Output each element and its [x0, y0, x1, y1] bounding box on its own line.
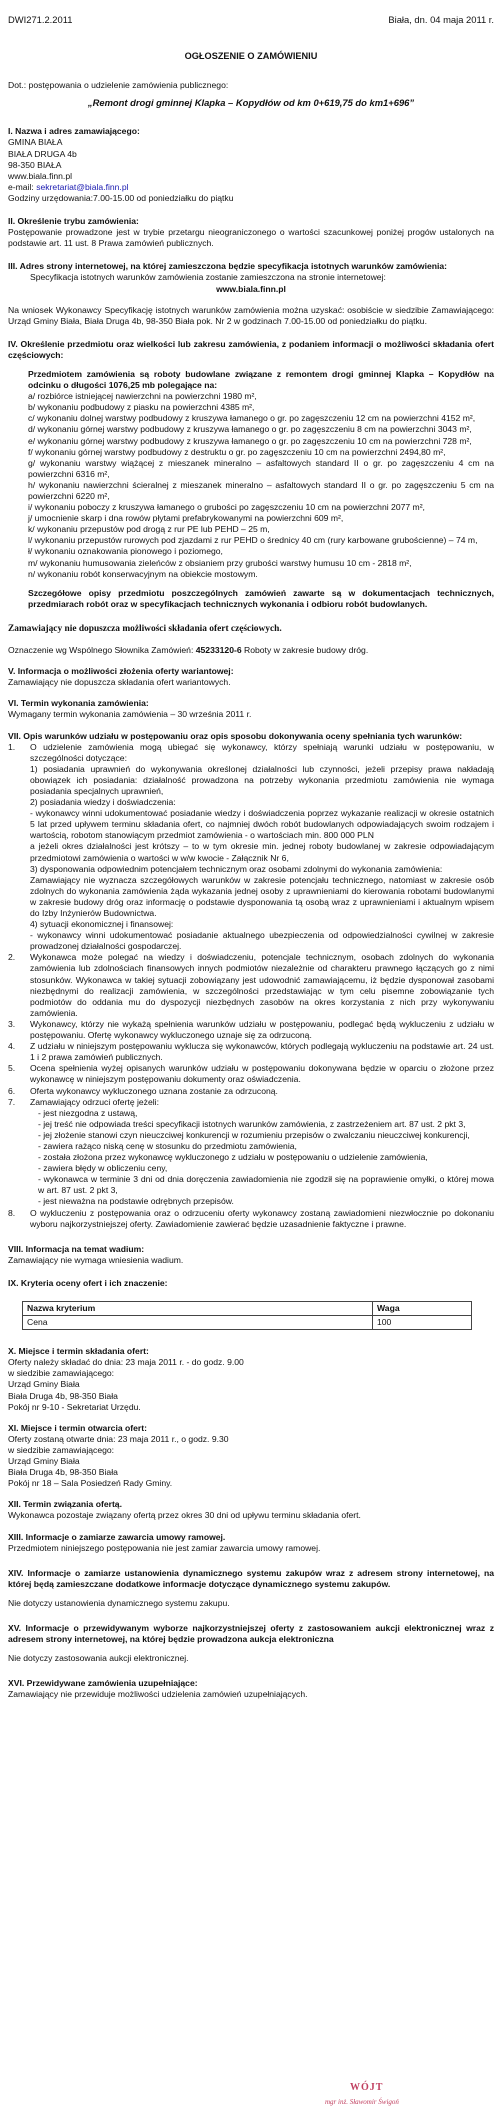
s4-item: d/ wykonaniu górnej warstwy podbudowy z kruszywa łamanego o gr. po zagęszczeniu 8 cm na powierzchni 3043 m²,	[28, 424, 472, 435]
intro-dot: Dot.: postępowania o udzielenie zamówienia publicznego:	[8, 80, 229, 91]
section-6-text: Wymagany termin wykonania zamówienia – 30 września 2011 r.	[8, 709, 252, 720]
reference-number: DWI271.2.2011	[8, 14, 73, 25]
s3-www: www.biala.finn.pl	[216, 283, 286, 294]
s10-line: w siedzibie zamawiającego:	[8, 1368, 115, 1379]
s7-p1-a: 1) posiadania uprawnień do wykonywania określonej działalności lub czynności, jeżeli przepisy prawa nakładają obowiązek ich posiadania: działalność prowadzona na potrzeby wykonania przedmiotu zamówienia nie wymaga posiadania specjalnych uprawnień,	[30, 763, 494, 796]
section-5-text: Zamawiający nie dopuszcza składania ofert wariantowych.	[8, 677, 231, 688]
s7-p1-d1: - wykonawcy winni udokumentować posiadanie aktualnego ubezpieczenia od odpowiedzialności cywilnej w zakresie prowadzonej działalności gospodarczej.	[30, 930, 494, 952]
s4-item: h/ wykonaniu nawierzchni ścieralnej z mieszanek mineralno – asfaltowych standard II o gr. po zagęszczeniu 5 cm na powierzchni 6220 m²,	[28, 479, 494, 501]
cpv-pre: Oznaczenie wg Wspólnego Słownika Zamówień:	[8, 645, 196, 656]
section-8	[8, 1244, 494, 1266]
s7-p7-item: - jest niezgodna z ustawą,	[38, 1107, 138, 1118]
s4-items	[28, 391, 494, 580]
s7-point-number: 4.	[8, 1041, 16, 1052]
section-3	[8, 261, 494, 326]
s7-p7-text: Zamawiający odrzuci ofertę jeżeli:	[30, 1096, 159, 1107]
s4-item: e/ wykonaniu górnej warstwy podbudowy z kruszywa łamanego o gr. po zagęszczeniu 10 cm na powierzchni 728 m²,	[28, 435, 472, 446]
section-15-text: Nie dotyczy zastosowania aukcji elektronicznej.	[8, 1653, 189, 1664]
section-15-heading: XV. Informacje o przewidywanym wyborze najkorzystniejszej oferty z zastosowaniem aukcji elektronicznej wraz z adresem strony internetowej, na której będzie prowadzona aukcja elektroniczna	[8, 1622, 494, 1645]
section-16	[8, 1678, 494, 1700]
s7-point-4	[8, 1041, 494, 1063]
section-16-text: Zamawiający nie przewiduje możliwości udzielenia zamówień uzupełniających.	[8, 1689, 308, 1700]
document-title: OGŁOSZENIE O ZAMÓWIENIU	[184, 51, 318, 62]
s7-point-8	[8, 1208, 494, 1230]
s1-email-row	[8, 182, 494, 193]
s1-line: 98-350 BIAŁA	[8, 159, 62, 170]
s4-lead: Przedmiotem zamówienia są roboty budowlane związane z remontem drogi gminnej Klapka – Kopydłów na odcinku o długości 1076,25 mb polegające na:	[28, 368, 494, 391]
s7-p2-text: Wykonawca może polegać na wiedzy i doświadczeniu, potencjale technicznym, osobach zdolnych do wykonania zamówienia lub zdolnościach finansowych innych podmiotów niezależnie od charakteru prawnego łączących go z nimi stosunków. Wykonawca w takiej sytuacji zobowiązany jest udowodnić zamawiającemu, iż będzie dysponował zasobami niezbędnymi do realizacji zamówienia, w szczególności przedstawiając w tym celu pisemne zobowiązanie tych podmiotów do oddania mu do dyspozycji niezbędnych zasobów na okres korzystania z nich przy wykonywaniu zamówienia.	[30, 952, 494, 1018]
section-10	[8, 1346, 494, 1413]
s4-item: g/ wykonaniu warstwy wiążącej z mieszanek mineralno – asfaltowych standard II o gr. po zagęszczeniu 4 cm na powierzchni 6316 m²,	[28, 457, 494, 479]
section-12-text: Wykonawca pozostaje związany ofertą przez okres 30 dni od upływu terminu składania ofert.	[8, 1510, 361, 1521]
s10-line: Biała Druga 4b, 98-350 Biała	[8, 1390, 118, 1401]
s7-point-3	[8, 1019, 494, 1041]
section-4-heading: IV. Określenie przedmiotu oraz wielkości lub zakresu zamówienia, z podaniem informacji o możliwości składania ofert częściowych:	[8, 338, 494, 360]
signature-stamp	[315, 2080, 425, 2110]
s7-p1-b1: - wykonawcy winni udokumentować posiadanie wiedzy i doświadczenia poprzez wykazanie realizacji w okresie ostatnich 5 lat przed upływem terminu składania ofert, co najmniej dwóch robót budowlanych odpowiadających swoim rodzajem i wartością, robotom stanowiącym przedmiot zamówienia - o wartościach min. 800 000 PLN	[30, 808, 494, 841]
s4-item: k/ wykonaniu przepustów pod drogą z rur PE lub PEHD – 25 m,	[28, 524, 270, 535]
s10-line: Pokój nr 9-10 - Sekretariat Urzędu.	[8, 1401, 141, 1412]
s7-p1-b2: a jeżeli okres działalności jest krótszy – to w tym okresie min. jednej roboty budowlanej w zakresie odpowiadającym przedmiotowi zamówienia o wartości w w/w kwocie - Załącznik Nr 6,	[30, 841, 494, 863]
section-9-heading: IX. Kryteria oceny ofert i ich znaczenie:	[8, 1277, 168, 1288]
s7-p7-items	[38, 1108, 494, 1208]
section-10-heading: X. Miejsce i termin składania ofert:	[8, 1346, 149, 1357]
place-date: Biała, dn. 04 maja 2011 r.	[388, 14, 494, 25]
s4-item: i/ wykonaniu poboczy z kruszywa łamanego o grubości po zagęszczeniu 10 cm na powierzchni 2077 m²,	[28, 502, 425, 513]
s4-details: Szczegółowe opisy przedmiotu poszczególnych zamówień zawarte są w dokumentacjach technicznych, przedmiarach robót oraz w specyfikacjach technicznych wykonania i odbioru robót budowlanych.	[28, 587, 494, 609]
s3-text: Na wniosek Wykonawcy Specyfikację istotnych warunków zamówienia można uzyskać: osobiście w siedzibie Zamawiającego: Urząd Gminy Biała, Biała Druga 4b, 98-350 Biała pok. Nr 2 w godzinach 7.00-15.00 od poniedziałku do piątku.	[8, 304, 494, 326]
section-2-heading: II. Określenie trybu zamówienia:	[8, 216, 139, 227]
s7-p3-text: Wykonawcy, którzy nie wykażą spełnienia warunków udziału w postępowaniu, podlegać będą wykluczeniu z udziału w postępowaniu. Ofertę wykonawcy wykluczonego uznaje się za odrzuconą.	[30, 1018, 494, 1041]
s1-website: www.biala.finn.pl	[8, 170, 73, 181]
s7-point-number: 6.	[8, 1085, 16, 1096]
s7-p1-d: 4) sytuacji ekonomicznej i finansowej:	[30, 919, 174, 930]
section-14	[8, 1568, 494, 1609]
s7-point-number: 7.	[8, 1096, 16, 1107]
section-15	[8, 1623, 494, 1664]
section-7-heading: VII. Opis warunków udziału w postępowaniu oraz opis sposobu dokonywania oceny spełniania tych warunków:	[8, 730, 463, 741]
section-2-text: Postępowanie prowadzone jest w trybie przetargu nieograniczonego o wartości szacunkowej poniżej progów ustalonych na podstawie art. 11 ust. 8 Prawa zamówień publicznych.	[8, 227, 494, 249]
s11-line: w siedzibie zamawiającego:	[8, 1444, 115, 1455]
section-13-heading: XIII. Informacje o zamiarze zawarcia umowy ramowej.	[8, 1531, 226, 1542]
document-header	[8, 14, 494, 25]
section-8-heading: VIII. Informacja na temat wadium:	[8, 1243, 145, 1254]
s11-line: Urząd Gminy Biała	[8, 1456, 80, 1467]
criteria-name-cell: Cena	[23, 1316, 373, 1330]
s4-item: f/ wykonaniu górnej warstwy podbudowy z destruktu o gr. po zagęszczeniu 10 cm na powierzchni 2494,80 m²,	[28, 446, 446, 457]
cpv-code: 45233120-6	[195, 645, 242, 656]
email-label: e-mail:	[8, 181, 37, 192]
section-8-text: Zamawiający nie wymaga wniesienia wadium.	[8, 1254, 184, 1265]
s4-item: m/ wykonaniu humusowania zieleńców z obsianiem przy grubości warstwy humusu 10 cm - 2818 m²,	[28, 557, 412, 568]
section-11-heading: XI. Miejsce i termin otwarcia ofert:	[8, 1422, 147, 1433]
s4-item: j/ umocnienie skarp i dna rowów płytami prefabrykowanymi na powierzchni 609 m²,	[28, 513, 344, 524]
s7-point-number: 3.	[8, 1018, 16, 1029]
s7-p6-text: Oferta wykonawcy wykluczonego uznana zostanie za odrzuconą.	[30, 1085, 278, 1096]
s4-cpv	[8, 645, 494, 656]
s7-p7-item: - jej treść nie odpowiada treści specyfikacji istotnych warunków zamówienia, z zastrzeżeniem art. 87 ust. 2 pkt 3,	[38, 1118, 466, 1129]
s3-line1: Specyfikacja istotnych warunków zamówienia zostanie zamieszczona na stronie internetowej:	[30, 272, 386, 283]
s7-p8-text: O wykluczeniu z postępowania oraz o odrzuceniu oferty wykonawcy zostaną zawiadomieni niezwłocznie po dokonaniu wyboru najkorzystniejszej oferty. Zawiadomienie zawierać będzie uzasadnienie faktyczne i prawne.	[30, 1207, 494, 1229]
s7-p1-c: 3) dysponowania odpowiednim potencjałem technicznym oraz osobami zdolnymi do wykonania zamówienia:	[30, 863, 443, 874]
section-1	[8, 126, 494, 204]
section-11	[8, 1423, 494, 1490]
criteria-col-weight: Waga	[373, 1302, 472, 1316]
stamp-name: mgr inż. Sławomir Świgoń	[325, 2098, 399, 2106]
s11-line: Biała Druga 4b, 98-350 Biała	[8, 1467, 118, 1478]
s11-line: Pokój nr 18 – Sala Posiedzeń Rady Gminy.	[8, 1478, 173, 1489]
section-13-text: Przedmiotem niniejszego postępowania nie jest zamiar zawarcia umowy ramowej.	[8, 1542, 321, 1553]
section-5-heading: V. Informacja o możliwości złożenia oferty wariantowej:	[8, 666, 234, 677]
s7-p4-text: Z udziału w niniejszym postępowaniu wyklucza się wykonawców, których podlegają wykluczeniu na podstawie art. 24 ust. 1 i 2 prawa zamówień publicznych.	[30, 1041, 494, 1063]
criteria-weight-cell: 100	[373, 1316, 472, 1330]
s4-item: c/ wykonaniu dolnej warstwy podbudowy z kruszywa łamanego o gr. po zagęszczeniu 12 cm na powierzchni 4152 m²,	[28, 413, 476, 424]
s10-line: Oferty należy składać do dnia: 23 maja 2011 r. - do godz. 9.00	[8, 1357, 244, 1368]
section-12	[8, 1499, 494, 1521]
s7-point-5	[8, 1063, 494, 1085]
s7-point-number: 5.	[8, 1063, 16, 1074]
s7-p7-item: - została złożona przez wykonawcę wykluczonego z udziału w postępowaniu o udzielenie zamówienia,	[38, 1152, 428, 1163]
contract-subject: „Remont drogi gminnej Klapka – Kopydłów od km 0+619,75 do km1+696”	[87, 97, 415, 109]
s4-partial: Zamawiający nie dopuszcza możliwości składania ofert częściowych.	[8, 623, 282, 634]
section-5	[8, 666, 494, 688]
s7-p7-item: - jest nieważna na podstawie odrębnych przepisów.	[38, 1196, 234, 1207]
section-9	[8, 1278, 494, 1330]
section-14-text: Nie dotyczy ustanowienia dynamicznego systemu zakupu.	[8, 1597, 230, 1608]
section-3-heading: III. Adres strony internetowej, na której zamieszczona będzie specyfikacja istotnych warunków zamówienia:	[8, 261, 448, 272]
s1-line: BIAŁA DRUGA 4b	[8, 148, 77, 159]
s7-p7-item: - zawiera błędy w obliczeniu ceny,	[38, 1163, 168, 1174]
section-2	[8, 216, 494, 249]
s7-p1-b: 2) posiadania wiedzy i doświadczenia:	[30, 797, 176, 808]
s7-point-1	[8, 742, 494, 953]
section-16-heading: XVI. Przewidywane zamówienia uzupełniające:	[8, 1678, 198, 1689]
s7-p1-text: O udzielenie zamówienia mogą ubiegać się wykonawcy, którzy spełniają warunki udziału w postępowaniu, w szczególności dotyczące:	[30, 741, 494, 763]
announcement-document	[8, 14, 494, 1700]
s4-item: l/ wykonaniu przepustów rurowych pod zjazdami z rur PEHD o średnicy 40 cm (rury karbowane grubościenne) – 74 m,	[28, 535, 478, 546]
section-4	[8, 339, 494, 656]
s4-item: ł/ wykonaniu oznakowania pionowego i poziomego,	[28, 546, 223, 557]
stamp-title: WÓJT	[350, 2082, 384, 2093]
s7-p5-text: Ocena spełnienia wyżej opisanych warunków udziału w postępowaniu dokonywana będzie w oparciu o złożone przez wykonawcę w niniejszym postępowaniu dokumenty oraz oświadczenia.	[30, 1063, 494, 1085]
intro	[8, 80, 494, 108]
s7-p7-item: - jej złożenie stanowi czyn nieuczciwej konkurencji w rozumieniu przepisów o zwalczaniu nieuczciwej konkurencji,	[38, 1129, 470, 1140]
s1-line: GMINA BIAŁA	[8, 137, 63, 148]
s7-p1-c1: Zamawiający nie wyznacza szczegółowych warunków w zakresie potencjału technicznego, natomiast w zakresie osób zdolnych do wykonania zamówienia żąda wykazania jednej osoby z uprawnieniami do kierowania robotami budowlanymi w zakresie budowy dróg oraz informację o podstawie dysponowania tą osobą wraz z uprawnieniami i aktualnym wpisem do Izby Inżynierów Budownictwa.	[30, 874, 494, 918]
s7-point-7	[8, 1097, 494, 1108]
cpv-post: Roboty w zakresie budowy dróg.	[241, 645, 369, 656]
s4-item: n/ wykonaniu robót konserwacyjnym na obiekcie mostowym.	[28, 568, 258, 579]
s7-point-number: 8.	[8, 1207, 16, 1218]
section-12-heading: XII. Termin związania ofertą.	[8, 1499, 122, 1510]
s1-hours: Godziny urzędowania:7.00-15.00 od poniedziałku do piątku	[8, 192, 234, 203]
s7-point-number: 1.	[8, 741, 16, 752]
s7-point-2	[8, 952, 494, 1019]
table-row	[23, 1316, 472, 1330]
section-7	[8, 731, 494, 1230]
email-link[interactable]: sekretariat@biala.finn.pl	[36, 181, 129, 192]
s7-point-number: 2.	[8, 952, 16, 963]
section-1-heading: I. Nazwa i adres zamawiającego:	[8, 126, 140, 137]
s4-item: a/ rozbiórce istniejącej nawierzchni na powierzchni 1980 m²,	[28, 391, 257, 402]
s7-p7-item: - zawiera rażąco niską cenę w stosunku do przedmiotu zamówienia,	[38, 1140, 297, 1151]
s4-item: b/ wykonaniu podbudowy z piasku na powierzchni 4385 m²,	[28, 402, 255, 413]
s7-p7-item: - wykonawca w terminie 3 dni od dnia doręczenia zawiadomienia nie zgodził się na poprawienie omyłki, o której mowa w art. 87 ust. 2 pkt 3,	[38, 1174, 494, 1196]
criteria-table	[22, 1301, 472, 1330]
s7-point-6	[8, 1086, 494, 1097]
section-13	[8, 1532, 494, 1554]
criteria-header-row	[23, 1302, 472, 1316]
s11-line: Oferty zostaną otwarte dnia: 23 maja 2011 r., o godz. 9.30	[8, 1433, 229, 1444]
criteria-col-name: Nazwa kryterium	[23, 1302, 373, 1316]
section-6	[8, 698, 494, 720]
section-14-heading: XIV. Informacje o zamiarze ustanowienia dynamicznego systemu zakupów wraz z adresem strony internetowej, na której będą zamieszczane dodatkowe informacje dotyczące dynamicznego systemu zakupów.	[8, 1567, 494, 1589]
s10-line: Urząd Gminy Biała	[8, 1379, 80, 1390]
section-6-heading: VI. Termin wykonania zamówienia:	[8, 698, 149, 709]
